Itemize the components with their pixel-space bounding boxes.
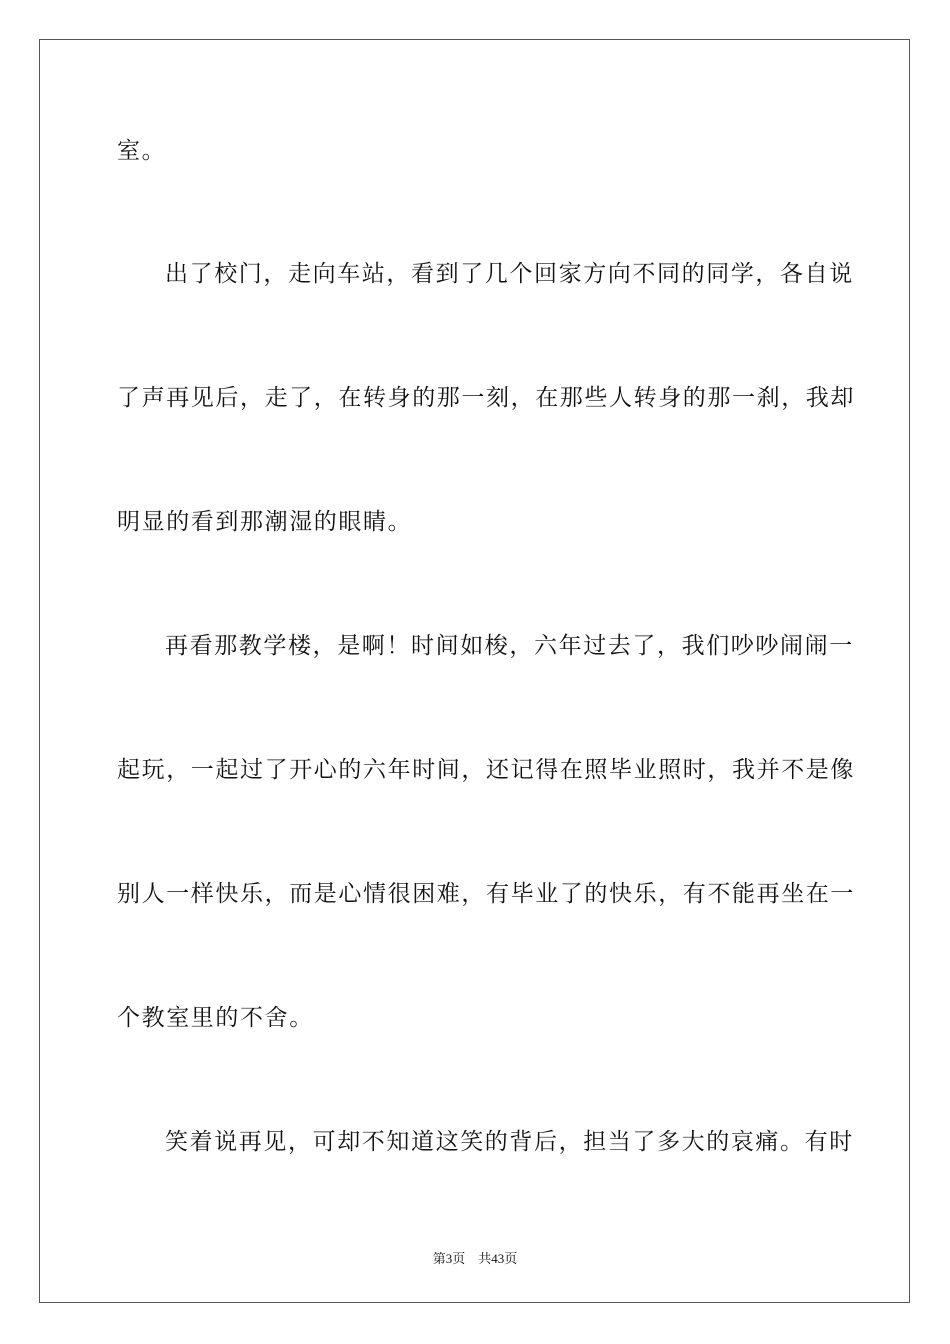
text-line: 室。 [117,138,167,164]
paragraph-first-line: 笑着说再见，可却不知道这笑的背后，担当了多大的哀痛。有时 [165,1129,854,1155]
total-pages: 共43页 [478,1251,518,1266]
page-footer [0,1248,950,1267]
text-line: 别人一样快乐，而是心情很困难，有毕业了的快乐，有不能再坐在一 [117,881,855,907]
text-line: 了声再见后，走了，在转身的那一刻，在那些人转身的那一刹，我却 [117,385,855,411]
page-number: 第3页 [432,1251,466,1266]
paragraph-first-line: 再看那教学楼，是啊！时间如梭，六年过去了，我们吵吵闹闹一 [165,633,854,659]
page-border [39,39,910,1303]
paragraph-first-line: 出了校门，走向车站，看到了几个回家方向不同的同学，各自说 [165,261,854,287]
text-line: 起玩，一起过了开心的六年时间，还记得在照毕业照时，我并不是像 [117,757,855,783]
text-line: 明显的看到那潮湿的眼睛。 [117,509,413,535]
text-line: 个教室里的不舍。 [117,1005,314,1031]
